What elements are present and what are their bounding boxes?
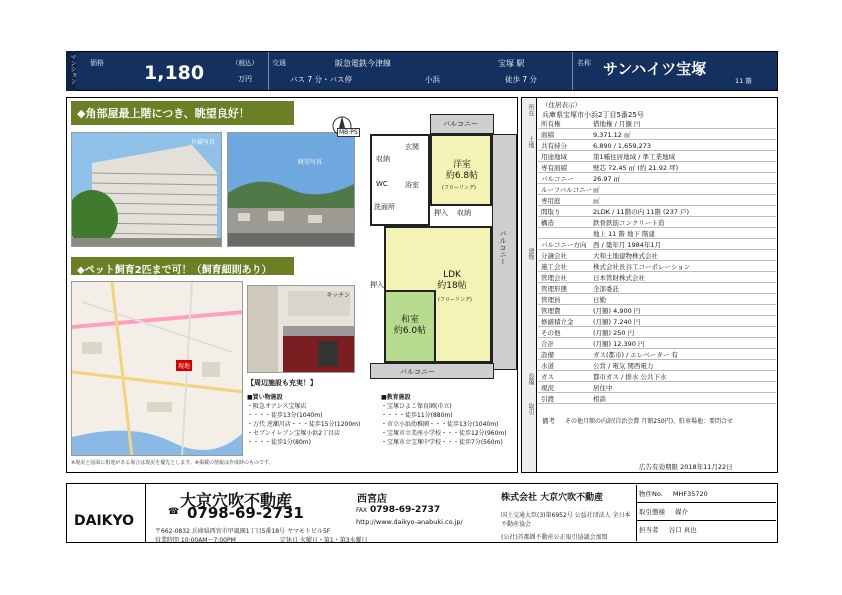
walk-text: 徒歩 7 分 (505, 75, 538, 84)
station: 宝塚 駅 (498, 59, 525, 68)
company-name: 大京穴吹不動産 (180, 491, 293, 510)
branch-name: 西宮店 (357, 494, 387, 505)
spec-row (538, 153, 776, 162)
education-item: ・宝塚市立美座小学校・・・徒歩12分(960m) (381, 430, 507, 437)
spec-key: ガス (541, 373, 554, 381)
balcony-bottom-label: バルコニー (400, 368, 435, 376)
spec-value: 株式会社長谷工コーポレーション (593, 263, 691, 271)
spec-key: バルコニー (541, 175, 574, 183)
spec-key: 現況 (541, 384, 554, 392)
side-tab-label: マンション (69, 54, 76, 84)
spec-value: 全部委託 (593, 285, 619, 293)
spec-row (538, 164, 776, 173)
address-label: （住居表示） (542, 101, 581, 109)
spec-value: 相談 (593, 395, 606, 403)
trade-value: 媒介 (675, 508, 689, 516)
spec-row (538, 373, 776, 382)
spec-row (538, 208, 776, 217)
kitchen-caption: キッチン (326, 292, 350, 299)
ldk-label: LDK 約18帖 (437, 270, 467, 291)
spec-key: 合計 (541, 340, 554, 348)
shopping-item: ・万代 逆瀬川店・・・徒歩15分(1200m) (247, 421, 361, 428)
spec-row (538, 142, 776, 151)
corp-info2: (公社)首都圏不動産公正取引協議会加盟 (501, 534, 608, 541)
company-logo (66, 483, 146, 543)
spec-value: (月額) 250 円 (593, 329, 635, 337)
floor-note: 11 階 (735, 77, 752, 85)
spec-row (538, 197, 776, 206)
logo-text: DAIKYO (74, 513, 135, 529)
spec-key: 所有権 (541, 120, 561, 128)
price-unit: 万円 (238, 75, 252, 83)
spec-key: 間取り (541, 208, 561, 216)
phone-icon: ☎ (168, 507, 180, 517)
spec-side (522, 98, 537, 472)
spec-row (538, 230, 776, 239)
staff-label: 担当者 (639, 526, 659, 534)
area-map (71, 281, 243, 456)
spec-value: (月額) 7,240 円 (593, 318, 641, 326)
ldk-note: (フローリング) (438, 297, 472, 303)
education-item: ・宝塚市立宝塚中学校・・・徒歩7分(560m) (381, 439, 503, 446)
property-name: サンハイツ宝塚 (603, 60, 707, 78)
spec-value: 鉄骨鉄筋コンクリート造 (593, 219, 665, 227)
price-label: 価格 (90, 59, 104, 67)
spec-key: 管理会社 (541, 274, 567, 282)
spec-value: 日勤 (593, 296, 606, 304)
spec-row (538, 241, 776, 250)
trade-label: 取引態様 (639, 508, 665, 516)
spec-key: ルーフバルコニー (541, 186, 593, 194)
spec-key: 設備 (541, 351, 554, 359)
spec-row (538, 395, 776, 404)
ref-value: MHF35720 (672, 490, 708, 498)
exterior-caption: 外観写真 (190, 139, 215, 146)
storage-label: 押入 (434, 209, 448, 217)
spec-row (538, 274, 776, 283)
website-url[interactable]: http://www.daikyo-anabuki.co.jp/ (356, 518, 463, 526)
shopping-item: ・・・・徒歩1分(80m) (247, 439, 311, 446)
spec-value: 大和土地建物株式会社 (593, 252, 658, 260)
storage-label: 収納 (457, 209, 471, 217)
education-item: ・市立小浜幼稚園・・・徒歩13分(1040m) (381, 421, 499, 428)
spec-value: 借地権 / 月額 円 (593, 120, 641, 128)
spec-row (538, 307, 776, 316)
name-label: 名称 (577, 59, 591, 67)
shopping-item: ・阪急オアシス宝塚店 (247, 403, 307, 410)
price-value: 1,180 (144, 62, 205, 84)
spec-value: 西 / 築年月 1984年1月 (593, 241, 662, 249)
shopping-item: ・・・・徒歩13分(1040m) (247, 412, 323, 419)
notes: ※現況と図面に相違がある場合は現況を優先とします。※掲載の情報は作成時のものです。 (71, 460, 274, 466)
spec-key: 引渡 (541, 395, 554, 403)
spec-value: 日本管財株式会社 (593, 274, 645, 282)
spec-key: その他 (541, 329, 561, 337)
spec-key: 共有持分 (541, 142, 567, 150)
spec-value: 26.97 ㎡ (593, 175, 621, 183)
banner-view: ◆角部屋最上階につき、眺望良好！ (71, 101, 294, 125)
spec-key: 構造 (541, 219, 554, 227)
spec-value: 都市ガス / 排水 公共下水 (593, 373, 667, 381)
spec-value: 居住中 (593, 384, 613, 392)
business-hours: 営業時間 10:00AM〜7:00PM (155, 537, 236, 544)
side-tab (66, 51, 76, 91)
corp-name: 株式会社 大京穴吹不動産 (501, 493, 604, 503)
spec-key: 専有面積 (541, 164, 567, 172)
spec-key: 管理員 (541, 296, 561, 304)
exterior-photo (71, 132, 222, 247)
spec-key: 施工会社 (541, 263, 567, 271)
spec-value: 公営 / 電気 関西電力 (593, 362, 654, 370)
map-site-marker: 現地 (176, 360, 192, 371)
spec-row (538, 186, 776, 195)
wc-label: WC (376, 180, 388, 188)
tel-number[interactable]: 0798-69-2731 (187, 504, 304, 522)
remarks: その他月額の内訳(自治会費 月額250円)、駐車場他：要問合せ (565, 418, 734, 425)
bus-stop: 小浜 (425, 75, 440, 84)
spec-key: 面積 (541, 131, 554, 139)
spec-key: 管理費 (541, 307, 561, 315)
spec-value: 第1種住居地域 / 準工業地域 (593, 153, 675, 161)
plan-mbps: MB·PS (339, 129, 358, 136)
staff-value: 谷口 真也 (668, 526, 697, 534)
spec-side-label: 所在 (527, 104, 534, 116)
balcony-top-label: バルコニー (443, 120, 478, 128)
spec-key: バルコニー方向 (541, 241, 587, 249)
spec-value: (月額) 4,900 円 (593, 307, 641, 315)
view-caption: 眺望写真 (298, 159, 323, 166)
spec-value: 2LDK / 11階の内 11階 (237 戸) (593, 208, 690, 216)
spec-row (538, 384, 776, 393)
floor-plan (330, 110, 518, 380)
spec-side-label: 設備 (527, 373, 534, 385)
spec-side-label: 土地 (527, 136, 534, 148)
spec-key: 水道 (541, 362, 554, 370)
spec-key: 管理形態 (541, 285, 567, 293)
ref-box (636, 485, 776, 541)
storage-label: 収納 (376, 155, 390, 163)
fax-label: FAX (356, 507, 368, 514)
spec-row (538, 120, 776, 129)
spec-row (538, 351, 776, 360)
storage-label: 押入 (370, 281, 384, 289)
spec-value: ㎡ (593, 186, 600, 194)
fax-number: 0798-69-2737 (370, 505, 441, 515)
spec-key: 分譲会社 (541, 252, 567, 260)
spec-row (538, 131, 776, 140)
traffic-label: 交通 (272, 59, 286, 67)
holidays: 定休日 火曜日・第1・第3水曜日 (280, 537, 368, 544)
spec-value: 地上 11 階 地下 階建 (593, 230, 656, 238)
price-tax-note: （税込） (232, 59, 258, 67)
western-room-label: 洋室 約6.8帖 (445, 160, 479, 181)
spec-row (538, 263, 776, 272)
issue-date: 広告有効期限 2018年11月22日 (639, 463, 733, 471)
education-title: ■教育施設 (381, 394, 411, 401)
education-block (381, 392, 516, 446)
spec-row (538, 329, 776, 338)
ref-label: 物件No. (639, 490, 663, 498)
genkan-label: 玄関 (405, 143, 419, 151)
washroom-label: 洗面所 (374, 203, 395, 211)
spec-side-label: 建物 (527, 248, 534, 260)
spec-key: 専用庭 (541, 197, 561, 205)
address: 兵庫県宝塚市小浜2丁目5番25号 (542, 111, 644, 119)
spec-value: 9,371.12 ㎡ (593, 131, 631, 139)
education-item: ・・・・徒歩11分(880m) (381, 412, 453, 419)
spec-value: (月額) 12,390 円 (593, 340, 645, 348)
spec-key: 修繕積立金 (541, 318, 574, 326)
balcony-right-label: バルコニー (499, 230, 507, 265)
spec-row (538, 318, 776, 327)
bath-label: 浴室 (405, 181, 419, 189)
spec-key: 用途地域 (541, 153, 567, 161)
western-room-note: (フローリング) (442, 185, 476, 191)
spec-value: 6,890 / 1,659,273 (593, 142, 652, 150)
spec-row (538, 175, 776, 184)
spec-row (538, 252, 776, 261)
spec-value: ㎡ (593, 197, 600, 205)
spec-row (538, 219, 776, 228)
education-item: ・宝塚ひよこ保育園(市立) (381, 403, 452, 410)
remarks-label: 備考 (542, 417, 555, 425)
spec-row (538, 340, 776, 349)
spec-value: 壁芯 72.45 ㎡ (約 21.92 坪) (593, 164, 679, 172)
banner-pet: ◆ペット飼育2匹まで可！（飼育細則あり） (71, 257, 294, 275)
shopping-block (247, 392, 387, 446)
japanese-room-label: 和室 約6.0帖 (393, 315, 427, 336)
bus-text: バス 7 分・バス停 (290, 75, 353, 84)
spec-side-label: 取引 (527, 403, 534, 415)
spec-row (538, 296, 776, 305)
line-name: 阪急電鉄今津線 (335, 59, 391, 68)
spec-value: ガス(都市) / エレベーター 有 (593, 351, 678, 359)
spec-row (538, 285, 776, 294)
company-address: 〒662-0832 兵庫県西宮市甲風園1丁目5番18号 ヤマモトビル5F (155, 528, 331, 535)
shopping-item: ・セブンイレブン宝塚小浜2丁目店 (247, 430, 341, 437)
shopping-title: ■買い物施設 (247, 394, 283, 401)
spec-row (538, 362, 776, 371)
facilities-title: 【周辺施設も充実！】 (247, 379, 317, 387)
corp-info: 国土交通大臣(3)第6952号 公益社団法人 全日本不動産協会 (501, 512, 631, 528)
